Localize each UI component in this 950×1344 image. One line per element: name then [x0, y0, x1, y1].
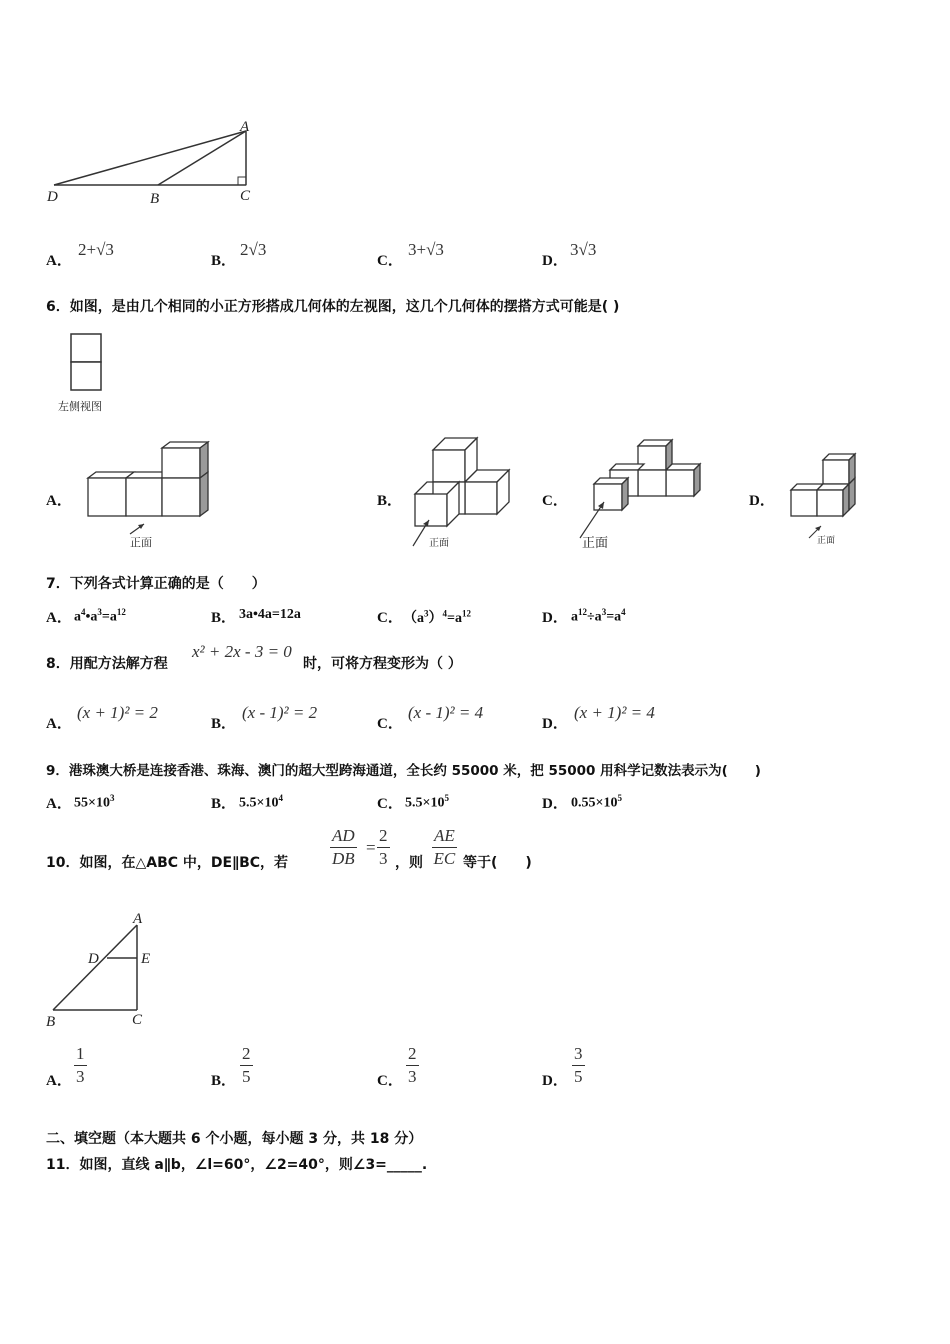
option-expression: 3a•4a=12a — [239, 607, 301, 622]
option-letter: B． — [211, 796, 237, 812]
option-letter: D． — [542, 610, 568, 626]
q5-label-a: A — [240, 119, 250, 135]
q6-option-d-figure[interactable] — [785, 446, 865, 548]
option-letter: D． — [542, 253, 568, 269]
q6-front-caption: 正面 — [582, 536, 609, 551]
option-letter: B． — [211, 716, 237, 732]
q10-label-b: B — [46, 1014, 56, 1030]
option-letter: D． — [542, 716, 568, 732]
option-letter: C． — [377, 796, 403, 812]
option-letter: A． — [46, 1073, 72, 1089]
q6-option-b-letter[interactable]: B． — [377, 493, 403, 509]
option-expression: (x + 1)² = 4 — [574, 703, 655, 722]
option-letter: B． — [211, 610, 237, 626]
q6-stem: 6．如图，是由几个相同的小正方形搭成几何体的左视图，这几个几何体的摆搭方式可能是( ) — [46, 299, 620, 315]
q10-equals: = — [366, 838, 376, 857]
q6-left-view-caption: 左侧视图 — [58, 400, 102, 413]
q10-label-a: A — [133, 911, 143, 927]
q6-front-caption: 正面 — [130, 536, 152, 549]
q10-label-d: D — [88, 951, 99, 967]
option-expression: $0.55\times 10^5$ — [571, 793, 622, 811]
q6-option-c-figure[interactable] — [572, 436, 707, 554]
q6-option-a-figure[interactable] — [82, 438, 222, 550]
option-letter: A． — [46, 610, 72, 626]
q10-stem-after: 等于( ) — [463, 855, 532, 871]
option-letter: C． — [377, 1073, 403, 1089]
q6-left-view-figure — [55, 330, 135, 415]
q8-stem-after: 时，可将方程变形为（ ） — [303, 656, 462, 672]
option-fraction: $\frac{2}{5}$ — [242, 1044, 251, 1086]
option-letter: D． — [542, 1073, 568, 1089]
option-expression: $a^{12}\div a^3=a^4$ — [571, 607, 626, 625]
option-letter: A． — [46, 796, 72, 812]
option-expression: 2+√3 — [78, 240, 114, 259]
q6-front-caption: 正面 — [429, 538, 449, 549]
section-title: 二、填空题（本大题共 6 个小题，每小题 3 分，共 18 分） — [46, 1131, 423, 1147]
option-expression: (x - 1)² = 2 — [242, 703, 318, 722]
option-expression: 3+√3 — [408, 240, 444, 259]
q6-option-d-letter[interactable]: D． — [749, 493, 775, 509]
option-fraction: $\frac{2}{3}$ — [408, 1044, 417, 1086]
q5-label-c: C — [240, 188, 251, 204]
q10-fraction-ae-ec: $\frac{AE}{EC}$ — [433, 826, 456, 868]
q5-label-b: B — [150, 191, 160, 207]
q5-triangle-figure — [40, 118, 270, 213]
option-letter: C． — [377, 716, 403, 732]
option-expression: $55\times 10^3$ — [74, 793, 115, 811]
q10-fraction-2-3: $\frac{2}{3}$ — [379, 826, 388, 868]
q6-front-caption: 正面 — [817, 536, 836, 546]
q11-stem: 11．如图，直线 a∥b，∠l=60°，∠2=40°，则∠3=_____. — [46, 1157, 428, 1173]
q6-option-b-figure[interactable] — [405, 436, 525, 552]
option-letter: A． — [46, 716, 72, 732]
q10-label-c: C — [132, 1012, 143, 1028]
q5-label-d: D — [47, 189, 58, 205]
q7-stem: 7．下列各式计算正确的是（ ） — [46, 576, 266, 592]
option-expression: 2√3 — [240, 240, 267, 259]
option-expression: 3√3 — [570, 240, 597, 259]
q10-label-e: E — [141, 951, 151, 967]
q8-equation: x² + 2x - 3 = 0 — [192, 642, 292, 661]
q6-option-c-letter[interactable]: C． — [542, 493, 568, 509]
option-expression: $(a^3)^4=a^{12}$ — [403, 608, 471, 626]
option-letter: C． — [377, 253, 403, 269]
q10-triangle-figure — [40, 908, 170, 1032]
option-expression: $a^4•a^3=a^{12}$ — [74, 607, 126, 625]
option-letter: B． — [211, 1073, 237, 1089]
option-expression: (x - 1)² = 4 — [408, 703, 484, 722]
option-letter: C． — [377, 610, 403, 626]
option-fraction: $\frac{1}{3}$ — [76, 1044, 85, 1086]
option-fraction: $\frac{3}{5}$ — [574, 1044, 583, 1086]
q10-stem-mid: ，则 — [395, 855, 423, 871]
q10-stem-before: 10．如图，在△ABC 中，DE∥BC，若 — [46, 855, 289, 871]
q8-stem-before: 8．用配方法解方程 — [46, 656, 168, 672]
option-expression: (x + 1)² = 2 — [77, 703, 158, 722]
q6-option-a-letter[interactable]: A． — [46, 493, 72, 509]
option-expression: $5.5\times 10^4$ — [239, 793, 283, 811]
option-letter: D． — [542, 796, 568, 812]
q9-stem: 9．港珠澳大桥是连接香港、珠海、澳门的超大型跨海通道，全长约 55000 米，把 55000 用科学记数法表示为( ) — [46, 763, 761, 779]
option-letter: B． — [211, 253, 237, 269]
option-letter: A． — [46, 253, 72, 269]
q10-fraction-ad-db: $\frac{AD}{DB}$ — [332, 826, 355, 868]
option-expression: $5.5\times 10^5$ — [405, 793, 449, 811]
